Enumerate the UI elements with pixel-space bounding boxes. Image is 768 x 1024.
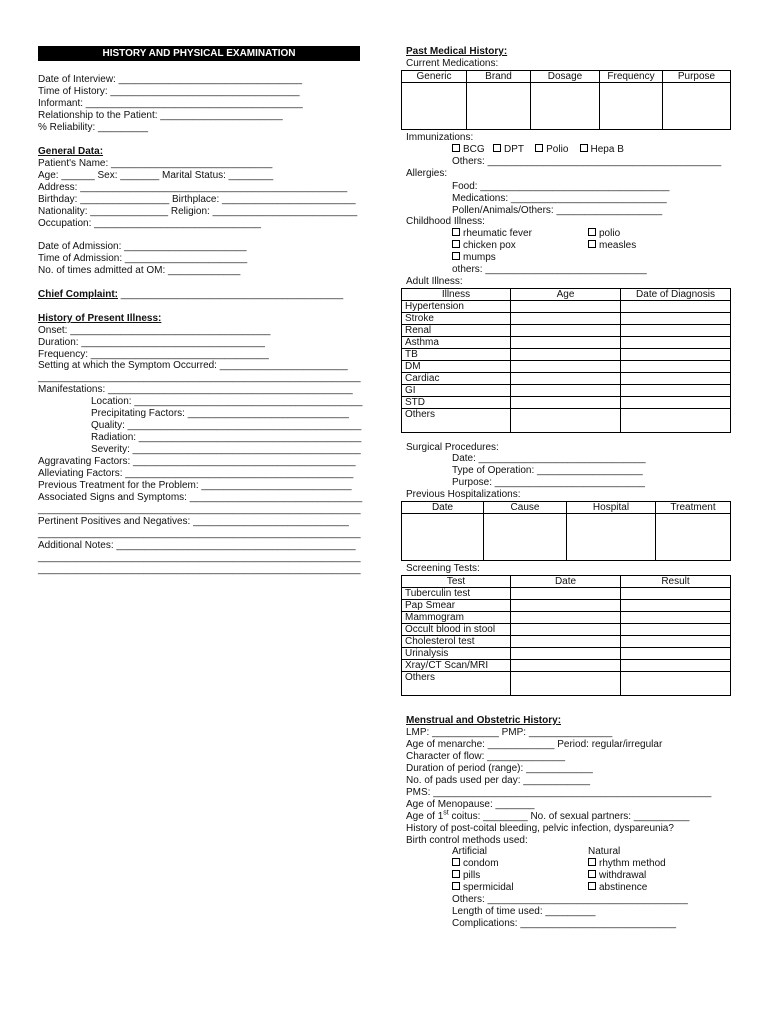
illness-date-cell[interactable] — [621, 325, 731, 337]
screening-tests-label: Screening Tests: — [406, 563, 480, 574]
reliability-field[interactable]: % Reliability: _________ — [38, 122, 149, 133]
time-of-admission-field[interactable]: Time of Admission: ______________________ — [38, 253, 248, 264]
childhood-others-field[interactable]: others: _____________________________ — [452, 264, 647, 275]
dpt-checkbox[interactable]: DPT — [493, 144, 524, 155]
precipitating-factors-field[interactable]: Precipitating Factors: _____________________________ — [91, 408, 349, 419]
immunizations-options — [452, 144, 624, 156]
character-of-flow-field[interactable]: Character of flow: ______________ — [406, 751, 566, 762]
test-result-cell[interactable] — [621, 624, 731, 636]
test-result-cell[interactable] — [621, 612, 731, 624]
childhood-polio-checkbox[interactable]: polio — [588, 228, 620, 240]
illness-date-cell[interactable] — [621, 409, 731, 433]
childhood-illness-label: Childhood Illness: — [406, 216, 485, 227]
test-result-cell[interactable] — [621, 648, 731, 660]
hospitalizations-header: Hospital — [567, 502, 656, 514]
time-of-history-field[interactable]: Time of History: __________________________________ — [38, 86, 300, 97]
test-result-cell[interactable] — [621, 600, 731, 612]
immunizations-label: Immunizations: — [406, 132, 474, 143]
illness-age-cell[interactable] — [511, 349, 621, 361]
medications-cell[interactable] — [402, 83, 467, 130]
duration-field[interactable]: Duration: _________________________________ — [38, 337, 265, 348]
location-field[interactable]: Location: _________________________________________ — [91, 396, 363, 407]
medications-cell[interactable] — [531, 83, 600, 130]
chicken-pox-checkbox[interactable]: chicken pox — [452, 240, 516, 252]
pads-per-day-field[interactable]: No. of pads used per day: ____________ — [406, 775, 591, 786]
associated-signs-field[interactable]: Associated Signs and Symptoms: _______________________________ — [38, 492, 363, 503]
withdrawal-checkbox[interactable]: withdrawal — [588, 870, 646, 882]
severity-field[interactable]: Severity: _________________________________________ — [91, 444, 361, 455]
additional-notes-field[interactable]: Additional Notes: ___________________________________________ — [38, 540, 356, 551]
current-medications-label: Current Medications: — [406, 58, 499, 69]
illness-age-cell[interactable] — [511, 301, 621, 313]
menstrual-obstetric-heading: Menstrual and Obstetric History: — [406, 715, 562, 726]
test-result-cell[interactable] — [621, 636, 731, 648]
form-title: HISTORY AND PHYSICAL EXAMINATION — [38, 46, 360, 61]
hospitalizations-header: Cause — [484, 502, 567, 514]
checkbox-icon — [588, 228, 596, 236]
general-data-heading: General Data: — [38, 146, 104, 157]
test-name: Others — [402, 672, 511, 696]
illness-date-cell[interactable] — [621, 301, 731, 313]
illness-date-cell[interactable] — [621, 373, 731, 385]
hpi-heading: History of Present Illness: — [38, 313, 162, 324]
test-name: Cholesterol test — [402, 636, 511, 648]
illness-age-cell[interactable] — [511, 409, 621, 433]
length-of-time-field[interactable]: Length of time used: _________ — [452, 906, 596, 917]
chief-complaint-heading: Chief Complaint: — [38, 289, 118, 300]
additional-notes-line[interactable]: __________________________________________________________ — [38, 552, 361, 563]
medications-header: Dosage — [531, 71, 600, 83]
menarche-period-field[interactable]: Age of menarche: ____________ Period: regular/irregular — [406, 739, 663, 750]
pertinent-findings-line[interactable]: __________________________________________________________ — [38, 528, 361, 539]
onset-field[interactable]: Onset: ____________________________________ — [38, 325, 271, 336]
checkbox-icon — [452, 144, 460, 152]
test-name: Pap Smear — [402, 600, 511, 612]
test-date-cell[interactable] — [511, 624, 621, 636]
illness-age-cell[interactable] — [511, 313, 621, 325]
hospitalization-cell[interactable] — [567, 514, 656, 561]
adult-illness-header: Date of Diagnosis — [621, 289, 731, 301]
address-field[interactable]: Address: ________________________________________________ — [38, 182, 348, 193]
complications-field[interactable]: Complications: ____________________________ — [452, 918, 677, 929]
date-of-interview-field[interactable]: Date of Interview: _________________________________ — [38, 74, 303, 85]
test-date-cell[interactable] — [511, 636, 621, 648]
medications-header: Generic — [402, 71, 467, 83]
surgical-procedures-label: Surgical Procedures: — [406, 442, 499, 453]
occupation-field[interactable]: Occupation: ______________________________ — [38, 218, 261, 229]
rheumatic-fever-checkbox[interactable]: rheumatic fever — [452, 228, 532, 240]
immunizations-others-field[interactable]: Others: __________________________________________ — [452, 156, 722, 167]
test-result-cell[interactable] — [621, 588, 731, 600]
illness-name: STD — [402, 397, 511, 409]
test-date-cell[interactable] — [511, 660, 621, 672]
test-name: Occult blood in stool — [402, 624, 511, 636]
medications-table — [401, 70, 731, 130]
illness-age-cell[interactable] — [511, 337, 621, 349]
illness-name: Cardiac — [402, 373, 511, 385]
illness-date-cell[interactable] — [621, 397, 731, 409]
illness-name: Renal — [402, 325, 511, 337]
checkbox-icon — [535, 144, 543, 152]
adult-illness-table — [401, 288, 731, 433]
illness-date-cell[interactable] — [621, 313, 731, 325]
artificial-label: Artificial — [452, 846, 488, 857]
other-allergy-field[interactable]: Pollen/Animals/Others: ___________________ — [452, 205, 663, 216]
checkbox-icon — [452, 228, 460, 236]
test-name: Tuberculin test — [402, 588, 511, 600]
pills-checkbox[interactable]: pills — [452, 870, 480, 882]
illness-name: Hypertension — [402, 301, 511, 313]
birth-control-others-field[interactable]: Others: ____________________________________ — [452, 894, 688, 905]
screening-tests-table — [401, 575, 731, 696]
illness-age-cell[interactable] — [511, 361, 621, 373]
hepa-b-checkbox[interactable]: Hepa B — [580, 144, 624, 155]
hospitalizations-label: Previous Hospitalizations: — [406, 489, 521, 500]
chief-complaint-row — [38, 289, 343, 301]
screening-header: Test — [402, 576, 511, 588]
screening-header: Date — [511, 576, 621, 588]
previous-treatment-field[interactable]: Previous Treatment for the Problem: ___________________________ — [38, 480, 352, 491]
test-date-cell[interactable] — [511, 588, 621, 600]
medications-cell[interactable] — [663, 83, 731, 130]
bcg-checkbox[interactable]: BCG — [452, 144, 485, 155]
hospitalizations-header: Date — [402, 502, 484, 514]
illness-name: TB — [402, 349, 511, 361]
test-name: Urinalysis — [402, 648, 511, 660]
manifestations-field[interactable]: Manifestations: ____________________________________________ — [38, 384, 353, 395]
natural-label: Natural — [588, 846, 621, 857]
checkbox-icon — [588, 882, 596, 890]
medications-header: Frequency — [600, 71, 663, 83]
illness-date-cell[interactable] — [621, 385, 731, 397]
medications-cell[interactable] — [600, 83, 663, 130]
medications-header: Purpose — [663, 71, 731, 83]
alleviating-factors-field[interactable]: Alleviating Factors: _________________________________________ — [38, 468, 354, 479]
rhythm-method-checkbox[interactable]: rhythm method — [588, 858, 666, 870]
condom-checkbox[interactable]: condom — [452, 858, 499, 870]
nationality-religion-field[interactable]: Nationality: ______________ Religion: __________________________ — [38, 206, 358, 217]
checkbox-icon — [452, 252, 460, 260]
hospitalization-cell[interactable] — [484, 514, 567, 561]
illness-name: Others — [402, 409, 511, 433]
illness-date-cell[interactable] — [621, 337, 731, 349]
allergies-label: Allergies: — [406, 168, 448, 179]
relationship-field[interactable]: Relationship to the Patient: ______________________ — [38, 110, 283, 121]
pms-field[interactable]: PMS: __________________________________________________ — [406, 787, 712, 798]
birthday-birthplace-field[interactable]: Birthday: ________________ Birthplace: ________________________ — [38, 194, 356, 205]
test-date-cell[interactable] — [511, 612, 621, 624]
medications-header: Brand — [467, 71, 531, 83]
date-of-admission-field[interactable]: Date of Admission: ______________________ — [38, 241, 247, 252]
illness-age-cell[interactable] — [511, 373, 621, 385]
illness-name: Stroke — [402, 313, 511, 325]
checkbox-icon — [580, 144, 588, 152]
hospitalizations-table — [401, 501, 731, 561]
medication-allergy-field[interactable]: Medications: ____________________________ — [452, 193, 667, 204]
abstinence-checkbox[interactable]: abstinence — [588, 882, 647, 894]
radiation-field[interactable]: Radiation: ________________________________________ — [91, 432, 362, 443]
menopause-field[interactable]: Age of Menopause: _______ — [406, 799, 535, 810]
pmh-heading: Past Medical History: — [406, 46, 508, 57]
informant-field[interactable]: Informant: _______________________________________ — [38, 98, 303, 109]
spermicidal-checkbox[interactable]: spermicidal — [452, 882, 514, 894]
test-date-cell[interactable] — [511, 600, 621, 612]
food-allergy-field[interactable]: Food: __________________________________ — [452, 181, 670, 192]
test-name: Mammogram — [402, 612, 511, 624]
checkbox-icon — [452, 240, 460, 248]
adult-illness-label: Adult Illness: — [406, 276, 463, 287]
test-date-cell[interactable] — [511, 672, 621, 696]
pertinent-findings-field[interactable]: Pertinent Positives and Negatives: ____________________________ — [38, 516, 349, 527]
frequency-field[interactable]: Frequency: ________________________________ — [38, 349, 269, 360]
first-coitus-field[interactable]: Age of 1st coitus: ________ No. of sexual partners: __________ — [406, 809, 690, 822]
checkbox-icon — [588, 870, 596, 878]
surgery-purpose-field[interactable]: Purpose: ___________________________ — [452, 477, 645, 488]
additional-notes-line[interactable]: __________________________________________________________ — [38, 564, 361, 575]
adult-illness-header: Age — [511, 289, 621, 301]
checkbox-icon — [452, 870, 460, 878]
checkbox-icon — [588, 240, 596, 248]
birth-control-label: Birth control methods used: — [406, 835, 528, 846]
illness-date-cell[interactable] — [621, 361, 731, 373]
hospitalization-cell[interactable] — [656, 514, 731, 561]
times-admitted-field[interactable]: No. of times admitted at OM: _____________ — [38, 265, 241, 276]
illness-age-cell[interactable] — [511, 325, 621, 337]
quality-field[interactable]: Quality: __________________________________________ — [91, 420, 362, 431]
illness-name: Asthma — [402, 337, 511, 349]
lmp-pmp-field[interactable]: LMP: ____________ PMP: _______________ — [406, 727, 613, 738]
checkbox-icon — [452, 882, 460, 890]
patient-name-field[interactable]: Patient's Name: _____________________________ — [38, 158, 273, 169]
surgery-date-field[interactable]: Date: ______________________________ — [452, 453, 646, 464]
illness-date-cell[interactable] — [621, 349, 731, 361]
setting-field[interactable]: Setting at which the Symptom Occurred: _______________________ — [38, 360, 348, 371]
age-sex-status-field[interactable]: Age: ______ Sex: _______ Marital Status: ________ — [38, 170, 274, 181]
duration-of-period-field[interactable]: Duration of period (range): ____________ — [406, 763, 593, 774]
illness-name: DM — [402, 361, 511, 373]
measles-checkbox[interactable]: measles — [588, 240, 636, 252]
test-date-cell[interactable] — [511, 648, 621, 660]
setting-field-line[interactable]: __________________________________________________________ — [38, 372, 361, 383]
aggravating-factors-field[interactable]: Aggravating Factors: ________________________________________ — [38, 456, 356, 467]
test-name: Xray/CT Scan/MRI — [402, 660, 511, 672]
checkbox-icon — [493, 144, 501, 152]
adult-illness-header: Illness — [402, 289, 511, 301]
checkbox-icon — [452, 858, 460, 866]
post-coital-question: History of post-coital bleeding, pelvic infection, dyspareunia? — [406, 823, 674, 834]
surgery-type-field[interactable]: Type of Operation: ___________________ — [452, 465, 643, 476]
screening-header: Result — [621, 576, 731, 588]
test-result-cell[interactable] — [621, 660, 731, 672]
illness-name: GI — [402, 385, 511, 397]
hospitalizations-header: Treatment — [656, 502, 731, 514]
mumps-checkbox[interactable]: mumps — [452, 252, 496, 264]
illness-age-cell[interactable] — [511, 397, 621, 409]
associated-signs-line[interactable]: __________________________________________________________ — [38, 504, 361, 515]
chief-complaint-field[interactable]: ________________________________________ — [120, 289, 344, 300]
hospitalization-cell[interactable] — [402, 514, 484, 561]
medications-cell[interactable] — [467, 83, 531, 130]
polio-checkbox[interactable]: Polio — [535, 144, 568, 155]
test-result-cell[interactable] — [621, 672, 731, 696]
illness-age-cell[interactable] — [511, 385, 621, 397]
checkbox-icon — [588, 858, 596, 866]
